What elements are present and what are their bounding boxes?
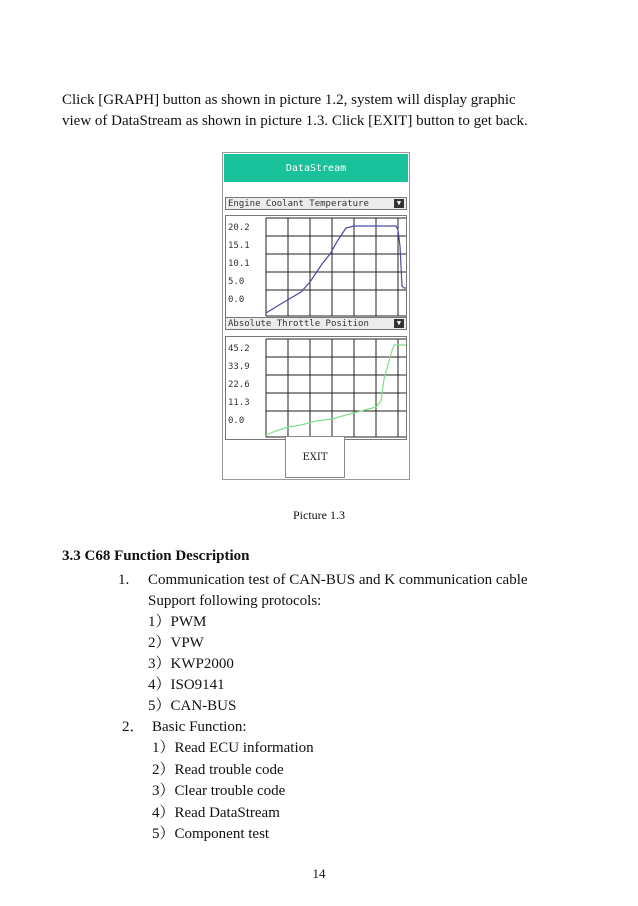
throttle-position-dropdown[interactable] — [225, 317, 407, 330]
coolant-y-label-1: 15.1 — [228, 241, 250, 251]
exit-button[interactable]: EXIT — [285, 436, 345, 478]
function-item: 3）Clear trouble code — [152, 783, 286, 799]
function-item: 5）Component test — [152, 826, 270, 842]
throttle-y-label-2: 22.6 — [228, 380, 250, 390]
intro-line-2: view of DataStream as shown in picture 1.3. Click [EXIT] button to get back. — [62, 113, 528, 129]
protocol-item: 3）KWP2000 — [148, 656, 234, 672]
coolant-temp-graph — [225, 215, 407, 319]
chevron-down-icon[interactable]: ▼ — [394, 319, 404, 328]
coolant-temp-dropdown-label: Engine Coolant Temperature — [228, 199, 369, 209]
throttle-y-label-3: 11.3 — [228, 398, 250, 408]
function-item: 1）Read ECU information — [152, 740, 314, 756]
coolant-y-label-4: 0.0 — [228, 295, 245, 305]
intro-paragraph — [62, 90, 582, 132]
throttle-y-label-0: 45.2 — [228, 344, 250, 354]
throttle-position-graph — [225, 336, 407, 440]
protocol-item: 2）VPW — [148, 635, 204, 651]
coolant-temp-grid — [266, 218, 406, 316]
coolant-y-label-3: 5.0 — [228, 277, 245, 287]
protocol-item: 5）CAN-BUS — [148, 698, 237, 714]
chevron-down-icon[interactable]: ▼ — [394, 199, 404, 208]
throttle-position-line — [266, 345, 406, 435]
throttle-position-dropdown-label: Absolute Throttle Position — [228, 319, 369, 329]
function-item: 4）Read DataStream — [152, 805, 280, 821]
datastream-screenshot — [222, 152, 410, 480]
page-number: 14 — [312, 866, 326, 881]
coolant-temp-graph-svg — [226, 216, 406, 318]
coolant-y-label-2: 10.1 — [228, 259, 250, 269]
intro-line-1: Click [GRAPH] button as shown in picture 1.2, system will display graphic — [62, 92, 516, 108]
item-1-text: Communication test of CAN-BUS and K communication cable — [148, 572, 528, 588]
coolant-y-label-0: 20.2 — [228, 223, 250, 233]
throttle-y-label-1: 33.9 — [228, 362, 250, 372]
coolant-temp-dropdown[interactable] — [225, 197, 407, 210]
coolant-temp-line — [266, 226, 406, 313]
section-title: 3.3 C68 Function Description — [62, 548, 250, 564]
throttle-y-label-4: 0.0 — [228, 416, 245, 426]
throttle-position-graph-svg — [226, 337, 406, 439]
function-item: 2）Read trouble code — [152, 762, 284, 778]
item-1-number: 1. — [118, 572, 130, 588]
protocol-item: 1）PWM — [148, 614, 207, 630]
datastream-title-bar: DataStream — [224, 154, 408, 182]
throttle-grid — [266, 339, 406, 437]
item-2-number: 2． — [122, 719, 145, 735]
protocol-item: 4）ISO9141 — [148, 677, 225, 693]
picture-caption: Picture 1.3 — [293, 508, 345, 522]
item-2-text: Basic Function: — [152, 719, 247, 735]
protocols-intro: Support following protocols: — [148, 593, 322, 609]
